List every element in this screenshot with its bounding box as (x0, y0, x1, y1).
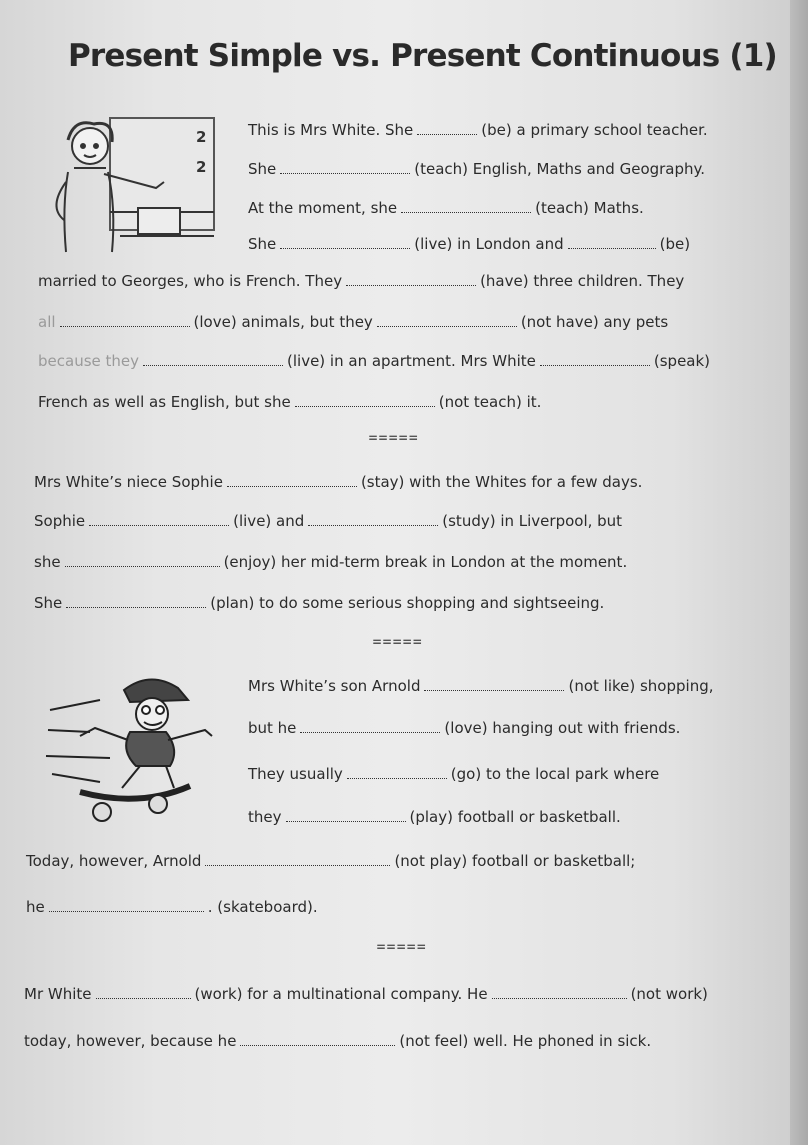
answer-blank[interactable] (89, 514, 229, 526)
s2-line-2 (34, 512, 622, 530)
text: Mrs White’s niece Sophie (34, 473, 223, 491)
text: (be) (659, 235, 691, 253)
text: They usually (248, 765, 343, 783)
text: (teach) Maths. (535, 199, 644, 217)
text: (stay) with the Whites for a few days. (360, 473, 643, 491)
page-title: Present Simple vs. Present Continuous (1) (68, 38, 777, 74)
s1-line-3 (248, 199, 644, 217)
s3-line-4 (248, 808, 621, 826)
s3-line-3 (248, 765, 659, 783)
text: all (38, 313, 56, 331)
teacher-illustration (38, 112, 218, 257)
text: (enjoy) her mid-term break in London at the moment. (223, 553, 628, 571)
answer-blank[interactable] (417, 123, 477, 135)
text: She (34, 594, 63, 612)
answer-blank[interactable] (280, 162, 410, 174)
text: (not play) football or basketball; (394, 852, 636, 870)
text: (love) animals, but they (193, 313, 373, 331)
answer-blank[interactable] (300, 721, 440, 733)
text: At the moment, she (248, 199, 398, 217)
text: Mrs White’s son Arnold (248, 677, 421, 695)
text: Mr White (24, 985, 92, 1003)
text: (not have) any pets (520, 313, 669, 331)
text: married to Georges, who is French. They (38, 272, 343, 290)
text: (live) and (233, 512, 305, 530)
text: Today, however, Arnold (26, 852, 202, 870)
answer-blank[interactable] (295, 395, 435, 407)
answer-blank[interactable] (308, 514, 438, 526)
board-number-1: 2 (196, 128, 207, 146)
text: because they (38, 352, 140, 370)
text: (not teach) it. (438, 393, 542, 411)
answer-blank[interactable] (568, 237, 656, 249)
s3-line-1 (248, 677, 714, 695)
text: but he (248, 719, 297, 737)
s4-line-2 (24, 1032, 651, 1050)
page-edge-shadow (790, 0, 808, 1145)
answer-blank[interactable] (96, 987, 191, 999)
text: (play) football or basketball. (409, 808, 621, 826)
answer-blank[interactable] (540, 354, 650, 366)
s1-line-2 (248, 160, 705, 178)
answer-blank[interactable] (377, 315, 517, 327)
text: . (skateboard). (207, 898, 318, 916)
answer-blank[interactable] (143, 354, 283, 366)
answer-blank[interactable] (240, 1034, 395, 1046)
s1-line-4 (248, 235, 690, 253)
text: (go) to the local park where (450, 765, 660, 783)
s1-line-7 (38, 352, 710, 370)
text: (be) a primary school teacher. (481, 121, 708, 139)
text: She (248, 235, 277, 253)
s4-line-1 (24, 985, 708, 1003)
separator: ===== (376, 940, 427, 954)
text: (study) in Liverpool, but (442, 512, 623, 530)
text: (love) hanging out with friends. (444, 719, 681, 737)
answer-blank[interactable] (286, 810, 406, 822)
s2-line-1 (34, 473, 642, 491)
answer-blank[interactable] (492, 987, 627, 999)
s3-line-5 (26, 852, 635, 870)
text: (speak) (653, 352, 711, 370)
answer-blank[interactable] (66, 596, 206, 608)
skateboarder-illustration (40, 670, 215, 825)
s1-line-1 (248, 121, 708, 139)
answer-blank[interactable] (60, 315, 190, 327)
answer-blank[interactable] (280, 237, 410, 249)
board-number-2: 2 (196, 158, 207, 176)
answer-blank[interactable] (227, 475, 357, 487)
text: (not feel) well. He phoned in sick. (399, 1032, 652, 1050)
text: (not work) (630, 985, 708, 1003)
answer-blank[interactable] (205, 854, 390, 866)
text: she (34, 553, 61, 571)
text: (work) for a multinational company. He (194, 985, 488, 1003)
s3-line-6 (26, 898, 318, 916)
separator: ===== (368, 431, 419, 445)
answer-blank[interactable] (346, 274, 476, 286)
text: today, however, because he (24, 1032, 237, 1050)
answer-blank[interactable] (49, 900, 204, 912)
text: (plan) to do some serious shopping and sightseeing. (210, 594, 605, 612)
text: French as well as English, but she (38, 393, 291, 411)
answer-blank[interactable] (65, 555, 220, 567)
text: This is Mrs White. She (248, 121, 414, 139)
text: (teach) English, Maths and Geography. (414, 160, 706, 178)
separator: ===== (372, 635, 423, 649)
text: they (248, 808, 282, 826)
answer-blank[interactable] (424, 679, 564, 691)
s1-line-5 (38, 272, 684, 290)
text: he (26, 898, 45, 916)
text: (live) in London and (414, 235, 564, 253)
s2-line-3 (34, 553, 627, 571)
answer-blank[interactable] (401, 201, 531, 213)
text: (have) three children. They (480, 272, 685, 290)
s1-line-6 (38, 313, 668, 331)
answer-blank[interactable] (347, 767, 447, 779)
text: Sophie (34, 512, 86, 530)
s3-line-2 (248, 719, 680, 737)
text: (not like) shopping, (568, 677, 714, 695)
s2-line-4 (34, 594, 604, 612)
s1-line-8 (38, 393, 541, 411)
text: (live) in an apartment. Mrs White (287, 352, 536, 370)
text: She (248, 160, 277, 178)
